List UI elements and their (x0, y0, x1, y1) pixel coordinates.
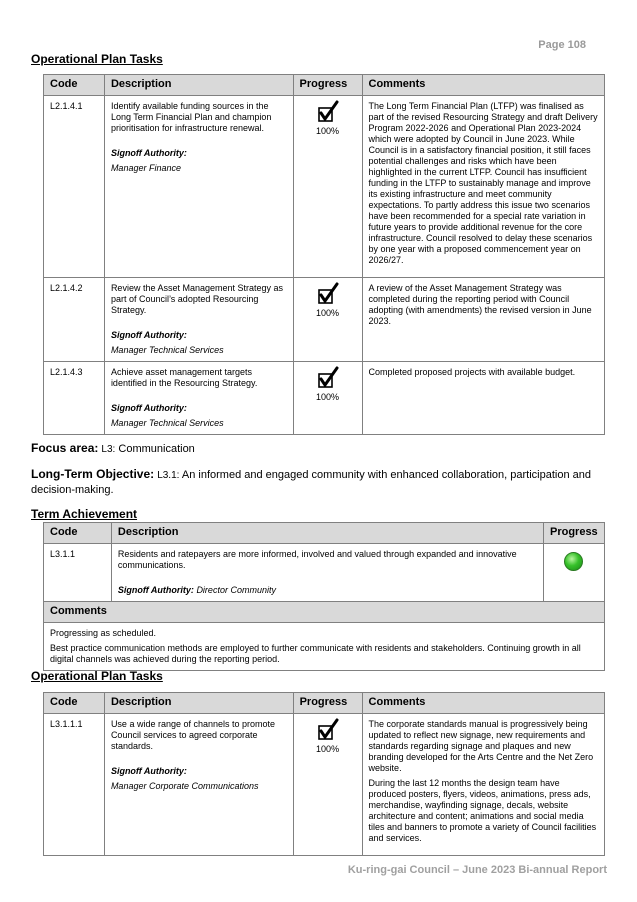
table-row (44, 623, 605, 671)
signoff-name: Manager Technical Services (110, 418, 224, 428)
focus-area-code: L3: (101, 444, 116, 455)
task-comment: The Long Term Financial Plan (LTFP) was finalised as part of the revised Resourcing Strategy and draft Delivery Program 2022-2026 and Operational Plan 2023-2024 which were adopted by Council in June 2023. While Council is in a satisfactory financial position, it still faces potential challenges and risks which have been highlighted in the current LTFP. Council has insufficient funding in the LTFP to sustainably manage and improve its existing infrastructure and meet community expectations. To partly address this issue two scenarios have been recommended for a special rate variation in future years to provide additional revenue for the core infrastructure. Council resolved to delay these scenarios by one year with a proposed commencement year on 2026/27. (362, 96, 604, 278)
long-term-objective-label: Long-Term Objective: (31, 467, 155, 481)
signoff-name: Director Community (196, 585, 276, 595)
section-title-operational-plan-tasks-2: Operational Plan Tasks (31, 669, 163, 683)
progress-cell (293, 278, 362, 362)
header-description: Description (104, 693, 293, 714)
signoff-name: Manager Technical Services (110, 345, 224, 355)
operational-plan-table-1 (43, 74, 605, 435)
signoff-label: Signoff Authority: (110, 766, 187, 776)
progress-value: 100% (316, 392, 340, 402)
long-term-objective-code: L3.1: (157, 470, 180, 481)
table-row (44, 714, 605, 856)
progress-cell (293, 714, 362, 856)
progress-cell (293, 362, 362, 435)
achievement-description-cell (111, 544, 543, 602)
table-row (44, 96, 605, 278)
signoff-label: Signoff Authority: (110, 148, 187, 158)
focus-area (31, 441, 195, 455)
long-term-objective-text: An informed and engaged community with enhanced collaboration, participation and decision-making. (31, 469, 591, 496)
signoff-name: Manager Corporate Communications (110, 781, 259, 791)
signoff (118, 585, 537, 596)
signoff-name: Manager Finance (110, 163, 181, 173)
focus-area-text: Communication (115, 443, 195, 455)
task-description-cell (104, 96, 293, 278)
operational-plan-table-2 (43, 692, 605, 856)
page-number: Page 108 (538, 39, 586, 51)
task-description-cell (104, 362, 293, 435)
section-title-term-achievement: Term Achievement (31, 507, 138, 521)
task-comment: Completed proposed projects with available budget. (362, 362, 604, 435)
task-code: L2.1.4.1 (44, 96, 105, 278)
header-progress: Progress (543, 523, 604, 544)
section-title-operational-plan-tasks: Operational Plan Tasks (31, 52, 163, 66)
term-achievement-table (43, 522, 605, 671)
signoff-label: Signoff Authority: (117, 585, 194, 595)
focus-area-label: Focus area: (31, 441, 99, 455)
progress-value: 100% (316, 744, 340, 754)
header-comments: Comments (362, 75, 604, 96)
task-description: Achieve asset management targets identified in the Resourcing Strategy. (110, 367, 258, 388)
progress-value: 100% (316, 308, 340, 318)
achievement-description: Residents and ratepayers are more informed, involved and valued through expanded and innovative communications. (117, 549, 517, 570)
task-description: Identify available funding sources in the Long Term Financial Plan and champion prioritisation for infrastructure renewal. (110, 101, 272, 133)
signoff-label: Signoff Authority: (110, 403, 187, 413)
table-row (44, 278, 605, 362)
checkbox-checked-icon (300, 366, 356, 390)
task-comments-cell (362, 714, 604, 856)
task-description: Review the Asset Management Strategy as part of Council’s adopted Resourcing Strategy. (110, 283, 284, 315)
checkbox-checked-icon (300, 100, 356, 124)
header-comments: Comments (44, 602, 605, 623)
progress-cell (293, 96, 362, 278)
achievement-comment: Best practice communication methods are employed to further communicate with residents and stakeholders. Continuing growth in all digital channels was achieved during the reporting period. (50, 643, 581, 664)
status-green-indicator-icon (564, 552, 583, 571)
task-code: L2.1.4.3 (44, 362, 105, 435)
achievement-comment: Progressing as scheduled. (50, 628, 157, 638)
table-row (44, 544, 605, 602)
header-code: Code (44, 693, 105, 714)
task-comment: A review of the Asset Management Strategy was completed during the reporting period with Council adopting (with amendments) the revised version in June 2023. (362, 278, 604, 362)
header-progress: Progress (293, 693, 362, 714)
long-term-objective (31, 467, 601, 498)
header-description: Description (104, 75, 293, 96)
task-comment: During the last 12 months the design team have produced posters, flyers, videos, animations, press ads, merchandise, wayfinding signage, decals, website architecture and content; animations and social media tiles and banners to promote a variety of Council facilities and services. (368, 778, 597, 843)
checkbox-checked-icon (300, 282, 356, 306)
task-comment: The corporate standards manual is progressively being updated to reflect new signage, new requirements and standards regarding signage and plaques and new branding developed for the Arts Centre and the Net Zero website. (368, 719, 594, 773)
progress-cell (543, 544, 604, 602)
achievement-code: L3.1.1 (44, 544, 112, 602)
achievement-comments-cell (44, 623, 605, 671)
report-footer: Ku-ring-gai Council – June 2023 Bi-annual Report (347, 864, 607, 876)
header-code: Code (44, 523, 112, 544)
header-description: Description (111, 523, 543, 544)
table-row (44, 362, 605, 435)
task-description-cell (104, 278, 293, 362)
header-code: Code (44, 75, 105, 96)
task-code: L2.1.4.2 (44, 278, 105, 362)
progress-value: 100% (316, 126, 340, 136)
header-progress: Progress (293, 75, 362, 96)
header-comments: Comments (362, 693, 604, 714)
task-description: Use a wide range of channels to promote Council services to agreed corporate standards. (110, 719, 276, 751)
signoff-label: Signoff Authority: (110, 330, 187, 340)
task-description-cell (104, 714, 293, 856)
checkbox-checked-icon (300, 718, 356, 742)
task-code: L3.1.1.1 (44, 714, 105, 856)
